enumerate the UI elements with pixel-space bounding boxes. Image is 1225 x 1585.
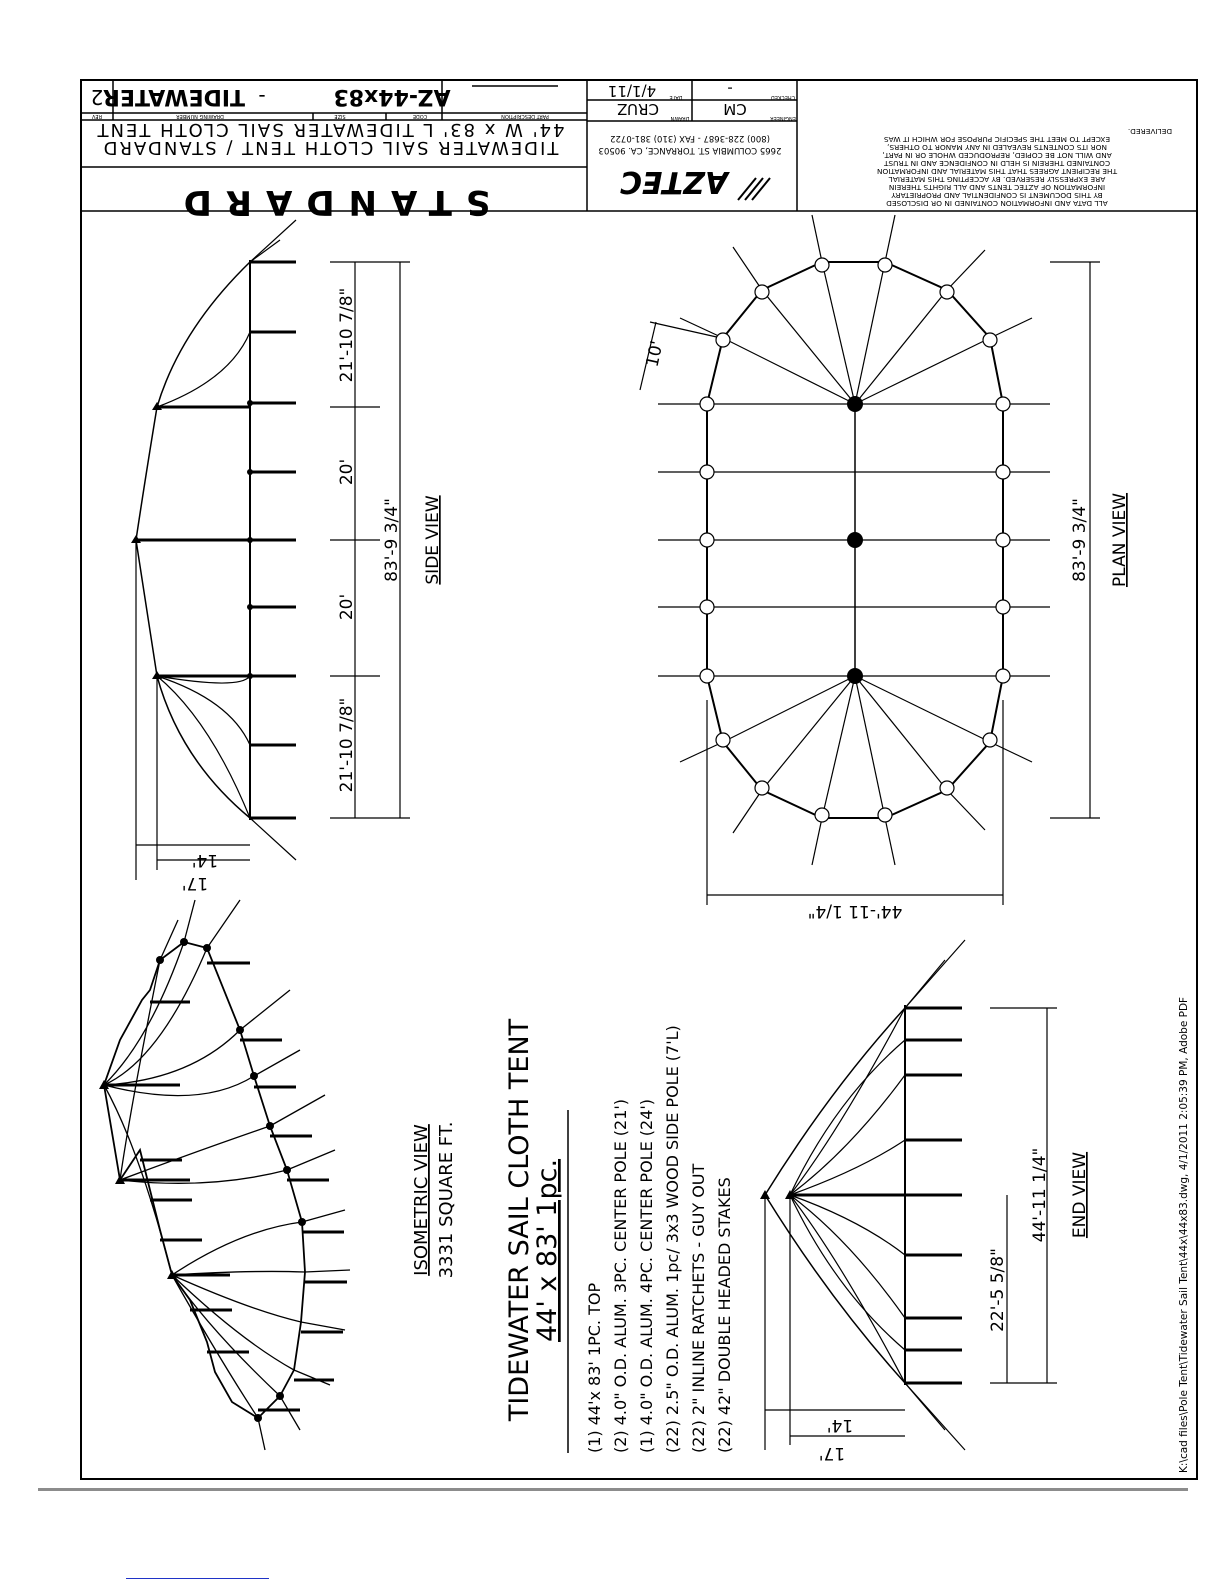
confidentiality-line: NOR ITS CONTENTS REVEALED IN ANY MANOR TO OTHERS, [887, 143, 1107, 152]
parts-item: (22) 42" DOUBLE HEADED STAKES [715, 1177, 734, 1453]
side-height-14: 14' [191, 850, 219, 870]
side-view-poles [136, 262, 296, 818]
side-height-17: 17' [181, 873, 209, 893]
confidentiality-line: DELIVERED. [1127, 127, 1173, 136]
plan-pole-spacing: 10' [642, 339, 668, 369]
label-date: DATE [669, 94, 683, 100]
end-view-markers [760, 1190, 795, 1199]
isometric-area: 3331 SQUARE FT. [436, 1121, 457, 1279]
end-half-width: 22'-5 5/8" [988, 1248, 1008, 1332]
side-view-labels [182, 288, 443, 893]
drawn-value: CRUZ [617, 100, 659, 118]
parts-item: (1) 4.0" O.D. ALUM. 4PC. CENTER POLE (24') [637, 1098, 656, 1453]
end-height-14: 14' [826, 1415, 854, 1435]
engineer-value: CM [723, 100, 747, 118]
drawing-number: AZ-44x83 [333, 84, 451, 109]
confidentiality-line: THE RECIPIENT AGREES THAT THIS MATERIAL AND INFORMATION [876, 167, 1118, 176]
drawing-dash: - [258, 85, 266, 109]
isometric-view-label: ISOMETRIC VIEW [411, 1124, 432, 1276]
title-text-group [91, 80, 1172, 222]
center-pole [847, 396, 863, 412]
company-logo: AZTEC [620, 164, 728, 199]
side-dim-1: 21'-10 7/8" [337, 287, 357, 383]
end-view-label: END VIEW [1070, 1151, 1090, 1239]
confidentiality-line: AND WILL NOT BE COPIED, REPRODUCED WHOLE OR IN PART, [882, 151, 1112, 160]
label-drawn: DRAWN [670, 115, 690, 121]
company-address: 2665 COLUMBIA ST. TORRANCE, CA. 90503 [598, 145, 782, 155]
company-phone: (800) 228-3687 - FAX (310) 381-0722 [610, 133, 770, 143]
confidentiality-line: CONTAINED THEREIN IS HELD IN CONFIDENCE AND IN TRUST [883, 159, 1111, 168]
plan-view-label: PLAN VIEW [1110, 492, 1130, 588]
isometric-view [104, 900, 350, 1450]
side-overall-dim: 83'-9 3/4" [382, 498, 402, 582]
label-code: CODE [412, 113, 428, 119]
label-rev: REV [91, 113, 103, 119]
logo-swoosh [738, 178, 770, 200]
footer-link-underline[interactable] [126, 1578, 269, 1579]
center-pole [847, 668, 863, 684]
parts-item: (22) 2" INLINE RATCHETS - GUY OUT [689, 1163, 708, 1453]
checked-value: - [727, 80, 733, 98]
parts-heading: TIDEWATER SAIL CLOTH TENT [504, 1018, 535, 1422]
confidentiality-block [877, 127, 1172, 208]
confidentiality-line: ALL DATA AND INFORMATION CONTAINED IN OR DISCLOSED [886, 199, 1108, 208]
parts-item: (22) 2.5" O.D. ALUM. 1pc/ 3x3 WOOD SIDE POLE (7'L) [663, 1025, 682, 1453]
parts-subheading: 44' x 83' 1pc. [532, 1158, 563, 1342]
side-dim-3: 20' [337, 593, 357, 621]
parts-item: (1) 44'x 83' 1PC. TOP [585, 1282, 604, 1453]
side-view-label: SIDE VIEW [423, 495, 443, 585]
end-view-poles [790, 1008, 962, 1383]
label-drawing-number: DRAWING NUMBER [176, 113, 224, 119]
parts-item: (2) 4.0" O.D. ALUM. 3PC. CENTER POLE (21') [611, 1098, 630, 1453]
date-value: 4/1/11 [607, 82, 657, 100]
label-part-description: PART DESCRIPTION [501, 113, 549, 119]
rev-value: 2 [90, 85, 104, 109]
plan-overall-length: 83'-9 3/4" [1070, 498, 1090, 582]
center-pole [847, 532, 863, 548]
confidentiality-line: BY THIS DOCUMENT IS CONFIDENTIAL AND PROPRIETARY [891, 191, 1103, 200]
confidentiality-line: INFORMATION OF AZTEC TENTS AND ALL RIGHTS THEREIN [888, 183, 1106, 192]
end-width: 44'-11 1/4" [1030, 1147, 1050, 1243]
plan-view-labels [643, 339, 1130, 921]
end-height-17: 17' [818, 1443, 846, 1463]
iso-poles [104, 963, 347, 1410]
plan-view [640, 215, 1100, 905]
label-size: SIZE [334, 113, 346, 119]
parts-list [504, 1018, 734, 1453]
confidentiality-line: ARE EXPRESSLY RESERVED. BY ACCEPTING THIS MATERIAL [888, 175, 1106, 184]
label-engineer: ENGINEER [770, 115, 796, 121]
part-description-2: 44' W x 83' L TIDEWATER SAIL CLOTH TENT [95, 119, 565, 140]
label-checked: CHECKED [770, 94, 796, 100]
plan-overall-width: 44'-11 1/4" [807, 901, 903, 921]
footer-rule [38, 1488, 1188, 1491]
part-description-1: TIDEWATER SAIL CLOTH TENT / STANDARD [101, 137, 559, 158]
drawing-name: TIDEWATER [102, 84, 246, 109]
side-dim-4: 21'-10 7/8" [337, 697, 357, 793]
side-view [136, 220, 410, 880]
drawing-title: STANDARD [169, 182, 491, 222]
side-dim-2: 20' [337, 458, 357, 486]
confidentiality-line: EXCEPT TO MEET THE SPECIFIC PURPOSE FOR WHICH IT WAS [883, 135, 1111, 144]
file-path: K:\cad files\Pole Tent\Tidewater Sail Tent\44x\44x83.dwg, 4/1/2011 2:05:39 PM, Adobe PDF [1178, 996, 1190, 1473]
isometric-labels [411, 1122, 457, 1279]
